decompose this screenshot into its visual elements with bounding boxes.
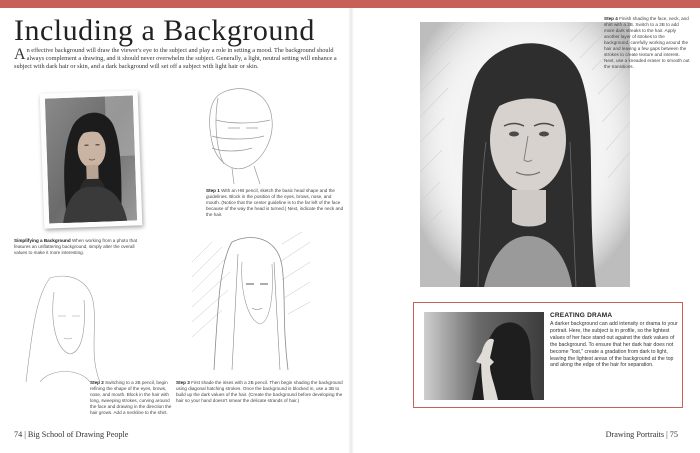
caption-step2: [90, 380, 172, 416]
footer-right: Drawing Portraits | 75: [605, 430, 678, 439]
page-gutter: [348, 8, 354, 453]
creating-drama-box: [413, 302, 683, 408]
caption-simplifying: [14, 238, 144, 256]
creating-drama-title: CREATING DRAMA: [550, 312, 613, 319]
caption-step4: [604, 16, 690, 70]
intro-dropcap: A: [14, 46, 26, 63]
step3-sketch: [192, 232, 310, 372]
caption-step1-text: With an HB pencil, sketch the basic head shape and the guidelines. Block in the position of the eyes, brows, nose, and mouth. (Notice that the center guideline is to the far left of the face because of the way the head is turned.) Next, indicate the neck and the hair.: [206, 188, 344, 217]
footer-left: 74 | Big School of Drawing People: [14, 430, 129, 439]
caption-simplifying-label: Simplifying a Background: [14, 238, 71, 243]
caption-step3-text: First shade the irises with a 2B pencil. Then begin shading the background using diagonal hatching strokes. Once the background is blocked in, use a 3B to build up the dark values of the hair. (Create the background before developing the hair so your hand doesn't smear the delicate strands of hair.): [176, 380, 343, 403]
creating-drama-image: [424, 312, 544, 400]
caption-step2-label: Step 2: [90, 380, 104, 385]
top-accent-bar: [0, 0, 700, 8]
caption-step2-text: Switching to a 2B pencil, begin refining the shape of the eyes, brows, nose, and mouth. Block in the hair with long, sweeping strokes, curving around the face and drawing in the direction the hair grows. Add a neckline to the shirt.: [90, 380, 172, 415]
caption-simplifying-text: When working from a photo that features an unflattering background, simply alter the overall values to make it more interesting.: [14, 238, 138, 255]
caption-step1: [206, 188, 344, 218]
caption-step3: [176, 380, 344, 404]
reference-photo: [40, 90, 143, 228]
intro-text: n effective background will draw the viewer's eye to the subject and play a role in setting a mood. The background should always complement a drawing, and it should never overwhelm the subject. Generally, a light, neutral setting will enhance a subject with dark hair or skin, and a dark background will set off a subject with light hair or skin.: [14, 47, 337, 71]
page-title: Including a Background: [14, 14, 315, 47]
creating-drama-text: A darker background can add intensity or drama to your portrait. Here, the subject is in profile, so the lightest values of her face stand out against the dark values of the background. To ensure that her dark hair does not become "lost," create a gradation from dark to light, leaving the lightest areas of the background at the top and along the edge of the hair for separation.: [550, 321, 678, 369]
reference-photo-image: [45, 96, 137, 224]
caption-step1-label: Step 1: [206, 188, 220, 193]
step4-portrait: [420, 22, 630, 287]
intro-paragraph: [14, 47, 342, 71]
step4-portrait-image: [420, 22, 630, 287]
caption-step3-label: Step 3: [176, 380, 190, 385]
caption-step4-label: Step 4: [604, 16, 618, 21]
caption-step4-text: Finish shading the face, neck, and shirt with a 2B. Switch to a 3B to add more dark streaks to the hair. Apply another layer of strokes to the background, carefully working around the hair and leaving a few gaps between the strokes to create texture and interest. Next, use a kneaded eraser to smooth out the transitions.: [604, 16, 690, 69]
step2-sketch: [20, 272, 110, 382]
step1-sketch: [190, 80, 290, 185]
